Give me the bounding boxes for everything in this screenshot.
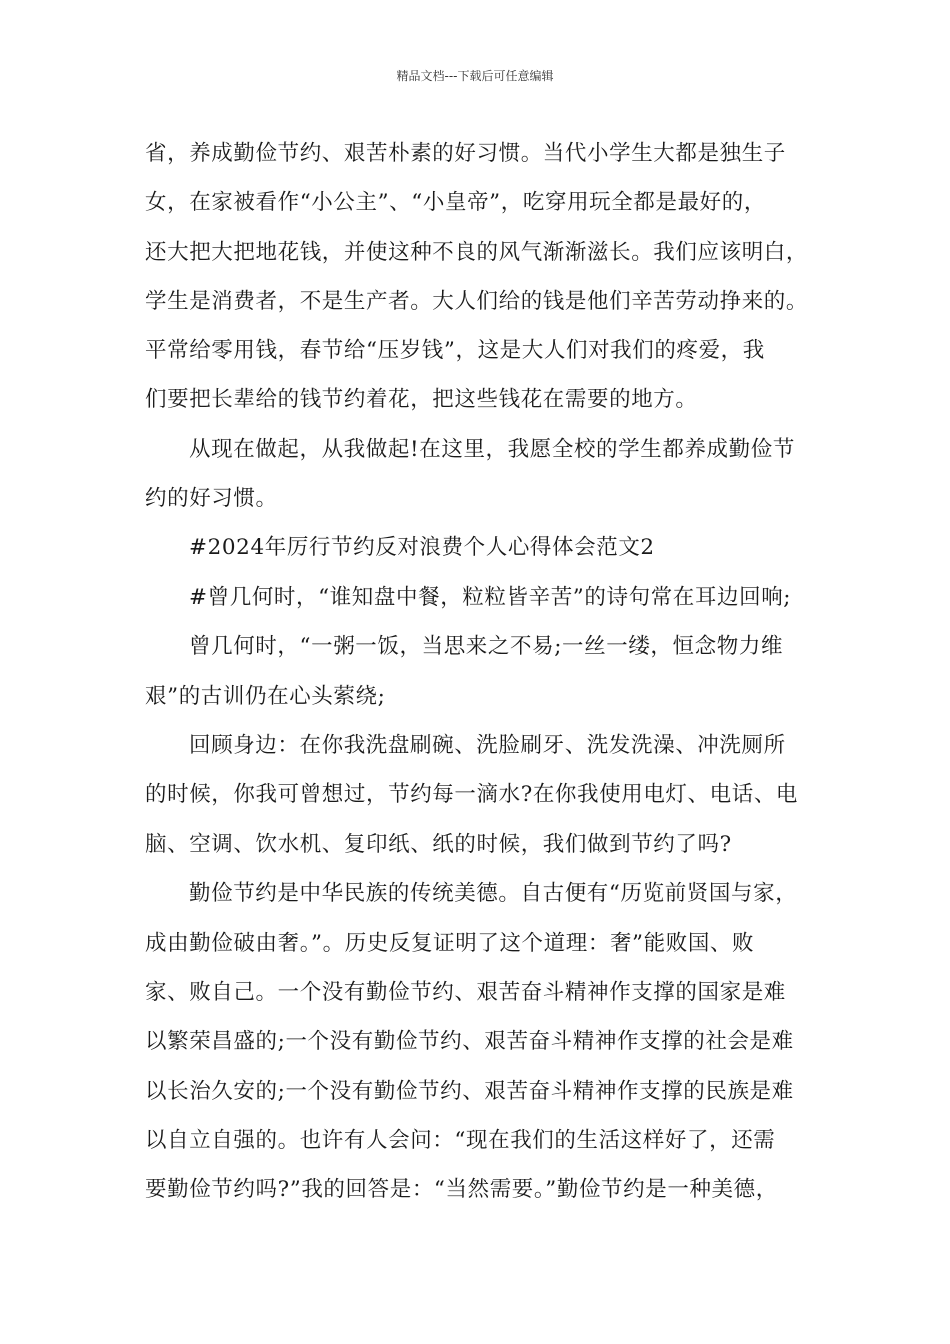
text-line: 家、败自己。一个没有勤俭节约、艰苦奋斗精神作支撑的国家是难: [145, 980, 786, 1005]
text-line: 女，在家被看作“小公主”、“小皇帝”，吃穿用玩全都是最好的，: [145, 190, 766, 215]
text-line: #2024年厉行节约反对浪费个人心得体会范文2: [189, 535, 655, 560]
text-line: 以长治久安的;一个没有勤俭节约、艰苦奋斗精神作支撑的民族是难: [145, 1079, 794, 1104]
text-line: 成由勤俭破由奢。”。历史反复证明了这个道理：奢”能败国、败: [145, 931, 755, 956]
text-line: 勤俭节约是中华民族的传统美德。自古便有“历览前贤国与家，: [189, 881, 798, 906]
text-line: 还大把大把地花钱，并使这种不良的风气渐渐滋长。我们应该明白，: [145, 240, 809, 265]
text-line: 学生是消费者，不是生产者。大人们给的钱是他们辛苦劳动挣来的。: [145, 289, 809, 314]
text-line: 以自立自强的。也许有人会问：“现在我们的生活这样好了，还需: [145, 1128, 776, 1153]
text-line: 回顾身边：在你我洗盘刷碗、洗脸刷牙、洗发洗澡、冲洗厕所: [189, 733, 786, 758]
text-line: 们要把长辈给的钱节约着花，把这些钱花在需要的地方。: [145, 387, 698, 412]
page-header: 精品文档---下载后可任意编辑: [396, 69, 554, 83]
text-line: 约的好习惯。: [145, 486, 278, 511]
text-line: 省，养成勤俭节约、艰苦朴素的好习惯。当代小学生大都是独生子: [145, 141, 786, 166]
text-line: 以繁荣昌盛的;一个没有勤俭节约、艰苦奋斗精神作支撑的社会是难: [145, 1029, 794, 1054]
text-line: 的时候，你我可曾想过，节约每一滴水?在你我使用电灯、电话、电: [145, 782, 799, 807]
text-line: 从现在做起，从我做起!在这里，我愿全校的学生都养成勤俭节: [189, 437, 795, 462]
text-line: 要勤俭节约吗?”我的回答是：“当然需要。”勤俭节约是一种美德，: [145, 1177, 778, 1202]
text-line: 艰”的古训仍在心头萦绕;: [145, 684, 386, 709]
text-line: 曾几何时，“一粥一饭，当思来之不易;一丝一缕，恒念物力维: [189, 634, 784, 659]
text-line: #曾几何时，“谁知盘中餐，粒粒皆辛苦”的诗句常在耳边回响;: [189, 585, 792, 610]
text-line: 脑、空调、饮水机、复印纸、纸的时候，我们做到节约了吗?: [145, 832, 732, 857]
text-line: 平常给零用钱，春节给“压岁钱”，这是大人们对我们的疼爱，我: [145, 338, 765, 363]
